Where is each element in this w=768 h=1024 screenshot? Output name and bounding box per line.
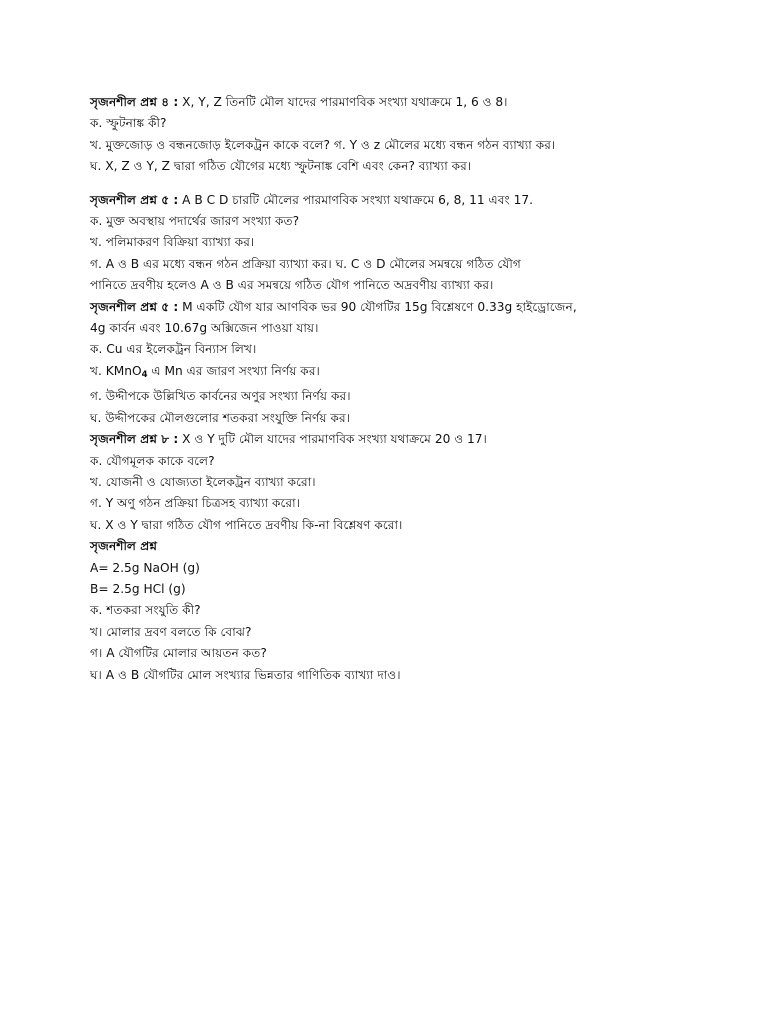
q5b-stem: M একটি যৌগ যার আণবিক ভর 90 যৌগটির 15g বিশ্লেষণে 0.33g হাইড্রোজেন, xyxy=(178,299,577,314)
q5a-kha: খ. পলিমাকরণ বিক্রিয়া ব্যাখ্যা কর। xyxy=(90,235,255,250)
q4-stem: X, Y, Z তিনটি মৌল যাদের পারমাণবিক সংখ্যা যথাক্রমে 1, 6 ও 8। xyxy=(178,95,508,109)
q5a-ga-continued: পানিতে দ্রবণীয় হলেও A ও B এর সমন্বয়ে গঠিত যৌগ পানিতে অদ্রবণীয় ব্যাখ্যা কর। xyxy=(90,278,494,293)
q8-kha: খ. যোজনী ও যোজ্যতা ইলেকট্রন ব্যাখ্যা করো। xyxy=(90,474,316,489)
q5b-kha-line xyxy=(90,361,690,386)
q5a-stem: A B C D চারটি মৌলের পারমাণবিক সংখ্যা যথাক্রমে 6, 8, 11 এবং 17. xyxy=(178,192,534,207)
q8-gha: ঘ. X ও Y দ্বারা গঠিত যৌগ পানিতে দ্রবণীয় কি-না বিশ্লেষণ করো। xyxy=(90,517,403,532)
q9-ga: গ। A যৌগটির মোলার আয়তন কত? xyxy=(90,646,267,661)
q4-ka: ক. স্ফুটনাঙ্ক কী? xyxy=(90,116,167,131)
q4-stem-line xyxy=(90,92,690,113)
q9-heading: সৃজনশীল প্রশ্ন xyxy=(90,539,158,554)
q5b-ka: ক. Cu এর ইলেকট্রন বিন্যাস লিখ। xyxy=(90,342,257,357)
q5b-gha: ঘ. উদ্দীপকের মৌলগুলোর শতকরা সংযুক্তি নির্ণয় কর। xyxy=(90,410,351,425)
q5a-stem-line xyxy=(90,190,690,211)
q8-stem: X ও Y দুটি মৌল যাদের পারমাণবিক সংখ্যা যথাক্রমে 20 ও 17। xyxy=(178,432,487,447)
q8-ka: ক. যৌগমূলক কাকে বলে? xyxy=(90,453,215,468)
q5a-ka: ক. মুক্ত অবস্থায় পদার্থের জারণ সংখ্যা কত? xyxy=(90,214,300,229)
q8-heading: সৃজনশীল প্রশ্ন ৮ : xyxy=(90,432,179,447)
q5b-kha-pre: খ. KMnO xyxy=(90,363,142,378)
q5a-heading: সৃজনশীল প্রশ্ন ৫ : xyxy=(90,192,179,207)
q9-gha: ঘ। A ও B যৌগটির মোল সংখ্যার ভিন্নতার গাণিতিক ব্যাখ্যা দাও। xyxy=(90,667,401,682)
q9-substance-a: A= 2.5g NaOH (g) xyxy=(90,560,200,575)
document-body xyxy=(90,92,690,686)
q8-ga: গ. Y অণু গঠন প্রক্রিয়া চিত্রসহ ব্যাখ্যা করো। xyxy=(90,496,301,511)
q4-kha: খ. মুক্তজোড় ও বন্ধনজোড় ইলেকট্রন কাকে বলে? গ. Y ও z মৌলের মধ্যে বন্ধন গঠন ব্যাখ্যা কর। xyxy=(90,137,556,152)
q5b-stem-line xyxy=(90,297,690,318)
q5b-kha-post: এ Mn এর জারণ সংখ্যা নির্ণয় কর। xyxy=(147,363,320,378)
q5a-ga: গ. A ও B এর মধ্যে বন্ধন গঠন প্রক্রিয়া ব্যাখ্যা কর। ঘ. C ও D মৌলের সমন্বয়ে গঠিত যৌগ xyxy=(90,256,521,271)
q4-heading: সৃজনশীল প্রশ্ন ৪ : xyxy=(90,95,179,109)
q5b-ga: গ. উদ্দীপকে উল্লিখিত কার্বনের অণুর সংখ্যা নির্ণয় কর। xyxy=(90,389,351,404)
q5b-stem-continued: 4g কার্বন এবং 10.67g অক্সিজেন পাওয়া যায়। xyxy=(90,321,319,336)
q9-substance-b: B= 2.5g HCl (g) xyxy=(90,581,186,596)
q5b-heading: সৃজনশীল প্রশ্ন ৫ : xyxy=(90,299,179,314)
q9-ka: ক. শতকরা সংযুতি কী? xyxy=(90,603,201,618)
q8-stem-line xyxy=(90,429,690,450)
q5b-kha-subscript: 4 xyxy=(141,369,148,380)
q9-kha: খ। মোলার দ্রবণ বলতে কি বোঝ? xyxy=(90,624,252,639)
q4-gha: ঘ. X, Z ও Y, Z দ্বারা গঠিত যৌগের মধ্যে স্ফুটনাঙ্ক বেশি এবং কেন? ব্যাখ্যা কর। xyxy=(90,159,472,174)
section-gap xyxy=(90,178,690,190)
